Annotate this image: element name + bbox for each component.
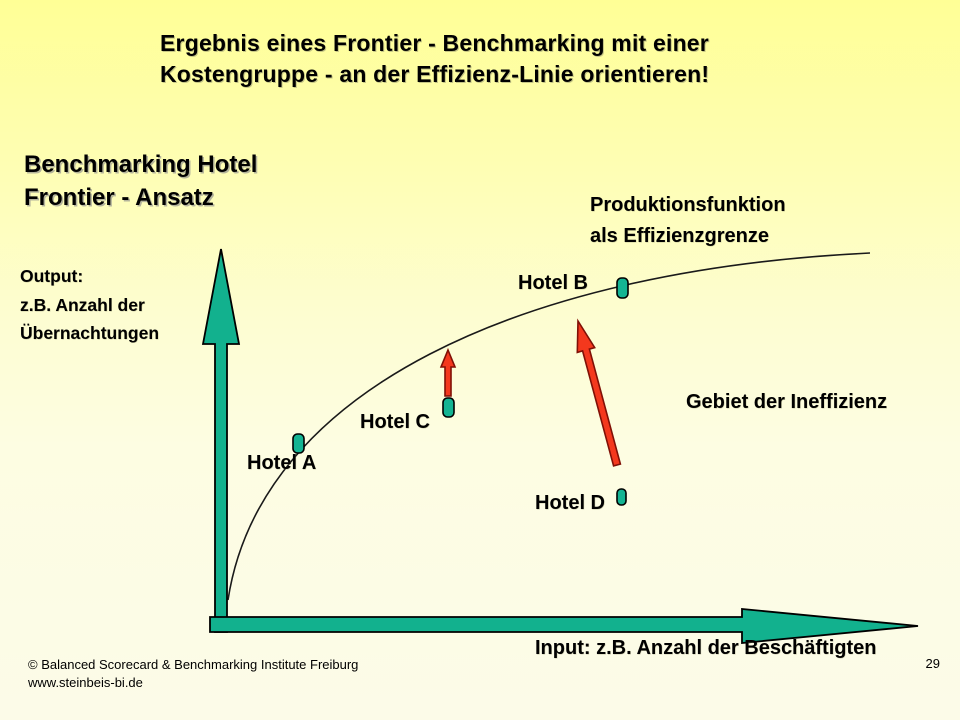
y-axis-label-line3: Übernachtungen	[20, 323, 160, 343]
hotel-d-label: Hotel D	[535, 492, 605, 514]
red-arrow-hotel-d-icon	[577, 321, 620, 466]
section-heading-line2: Frontier - Ansatz	[24, 184, 214, 211]
footer-website: www.steinbeis-bi.de	[28, 675, 143, 690]
page-number: 29	[925, 656, 940, 671]
hotel-a-marker	[293, 434, 304, 453]
y-axis-label	[20, 262, 159, 348]
frontier-label-line1: Produktionsfunktion	[590, 194, 786, 216]
y-axis-label-line2: z.B. Anzahl der	[20, 294, 145, 315]
red-arrow-hotel-c-icon	[441, 350, 455, 396]
hotel-c-label: Hotel C	[360, 411, 430, 433]
section-heading-line1: Benchmarking Hotel	[24, 151, 258, 178]
inefficiency-area-label: Gebiet der Ineffizienz	[686, 391, 888, 413]
hotel-b-label: Hotel B	[518, 272, 588, 294]
slide-title-line2: Kostengruppe - an der Effizienz-Linie orientieren!	[160, 61, 710, 87]
y-axis-label-line1: Output:	[20, 266, 84, 286]
footer	[28, 656, 528, 692]
slide-title-line1: Ergebnis eines Frontier - Benchmarking mit einer	[160, 30, 709, 56]
frontier-label	[590, 190, 786, 252]
footer-copyright: © Balanced Scorecard & Benchmarking Institute Freiburg	[28, 657, 359, 672]
x-axis-label: Input: z.B. Anzahl der Beschäftigten	[535, 637, 877, 659]
efficiency-curve	[228, 253, 870, 600]
frontier-label-line2: als Effizienzgrenze	[590, 225, 769, 247]
hotel-d-marker	[617, 489, 626, 505]
hotel-a-label: Hotel A	[247, 452, 317, 474]
hotel-b-marker	[617, 278, 628, 298]
hotel-c-marker	[443, 398, 454, 417]
